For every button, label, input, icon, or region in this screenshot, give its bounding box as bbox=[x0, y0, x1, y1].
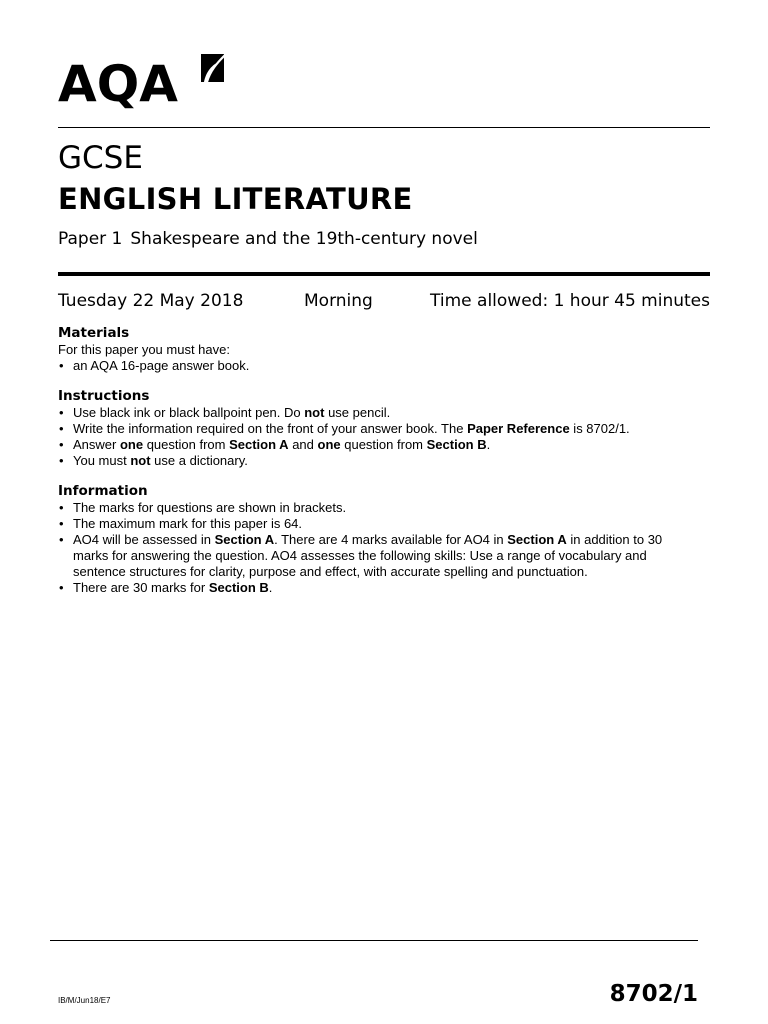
information-heading: Information bbox=[58, 483, 148, 499]
information-list bbox=[58, 500, 718, 596]
aqa-logo bbox=[58, 52, 233, 114]
footer-code: IB/M/Jun18/E7 bbox=[58, 996, 111, 1005]
list-item: • Write the information required on the front of your answer book. The Paper Reference is 8702/1. bbox=[58, 421, 718, 437]
paper-title: Shakespeare and the 19th-century novel bbox=[130, 229, 478, 249]
title-divider bbox=[58, 272, 710, 276]
qualification-title: GCSE bbox=[58, 140, 143, 176]
instructions-list bbox=[58, 405, 718, 469]
list-item: • The marks for questions are shown in brackets. bbox=[58, 500, 718, 516]
list-item: • There are 30 marks for Section B. bbox=[58, 580, 718, 596]
materials-heading: Materials bbox=[58, 325, 130, 341]
information-section bbox=[58, 483, 718, 596]
exam-session: Morning bbox=[304, 291, 373, 311]
list-item: • AO4 will be assessed in Section A. There are 4 marks available for AO4 in Section A in addition to 30 marks for answering the question. AO4 assesses the following skills: Use a range of vocabulary and sentence structures for clarity, purpose and effect, with accurate spelling and punctuation. bbox=[58, 532, 688, 580]
footer-divider bbox=[50, 940, 698, 941]
exam-date: Tuesday 22 May 2018 bbox=[58, 291, 244, 311]
paper-reference: 8702/1 bbox=[609, 981, 698, 1007]
list-item: • You must not use a dictionary. bbox=[58, 453, 718, 469]
instructions-section bbox=[58, 388, 718, 469]
leaf-icon bbox=[198, 52, 286, 86]
materials-section bbox=[58, 325, 718, 374]
list-item: • Answer one question from Section A and one question from Section B. bbox=[58, 437, 718, 453]
time-allowed: Time allowed: 1 hour 45 minutes bbox=[430, 291, 710, 311]
list-item: • The maximum mark for this paper is 64. bbox=[58, 516, 718, 532]
exam-details-row bbox=[58, 289, 710, 313]
paper-number: Paper 1 bbox=[58, 229, 123, 249]
logo-text: AQA bbox=[58, 55, 178, 113]
list-item: • an AQA 16-page answer book. bbox=[58, 358, 718, 374]
materials-list bbox=[58, 358, 718, 374]
materials-intro: For this paper you must have: bbox=[58, 342, 230, 357]
paper-title-line bbox=[58, 228, 478, 250]
list-item: • Use black ink or black ballpoint pen. Do not use pencil. bbox=[58, 405, 718, 421]
subject-title: ENGLISH LITERATURE bbox=[58, 182, 413, 216]
instructions-heading: Instructions bbox=[58, 388, 150, 404]
header-divider bbox=[58, 127, 710, 128]
exam-instructions-body bbox=[58, 325, 718, 610]
